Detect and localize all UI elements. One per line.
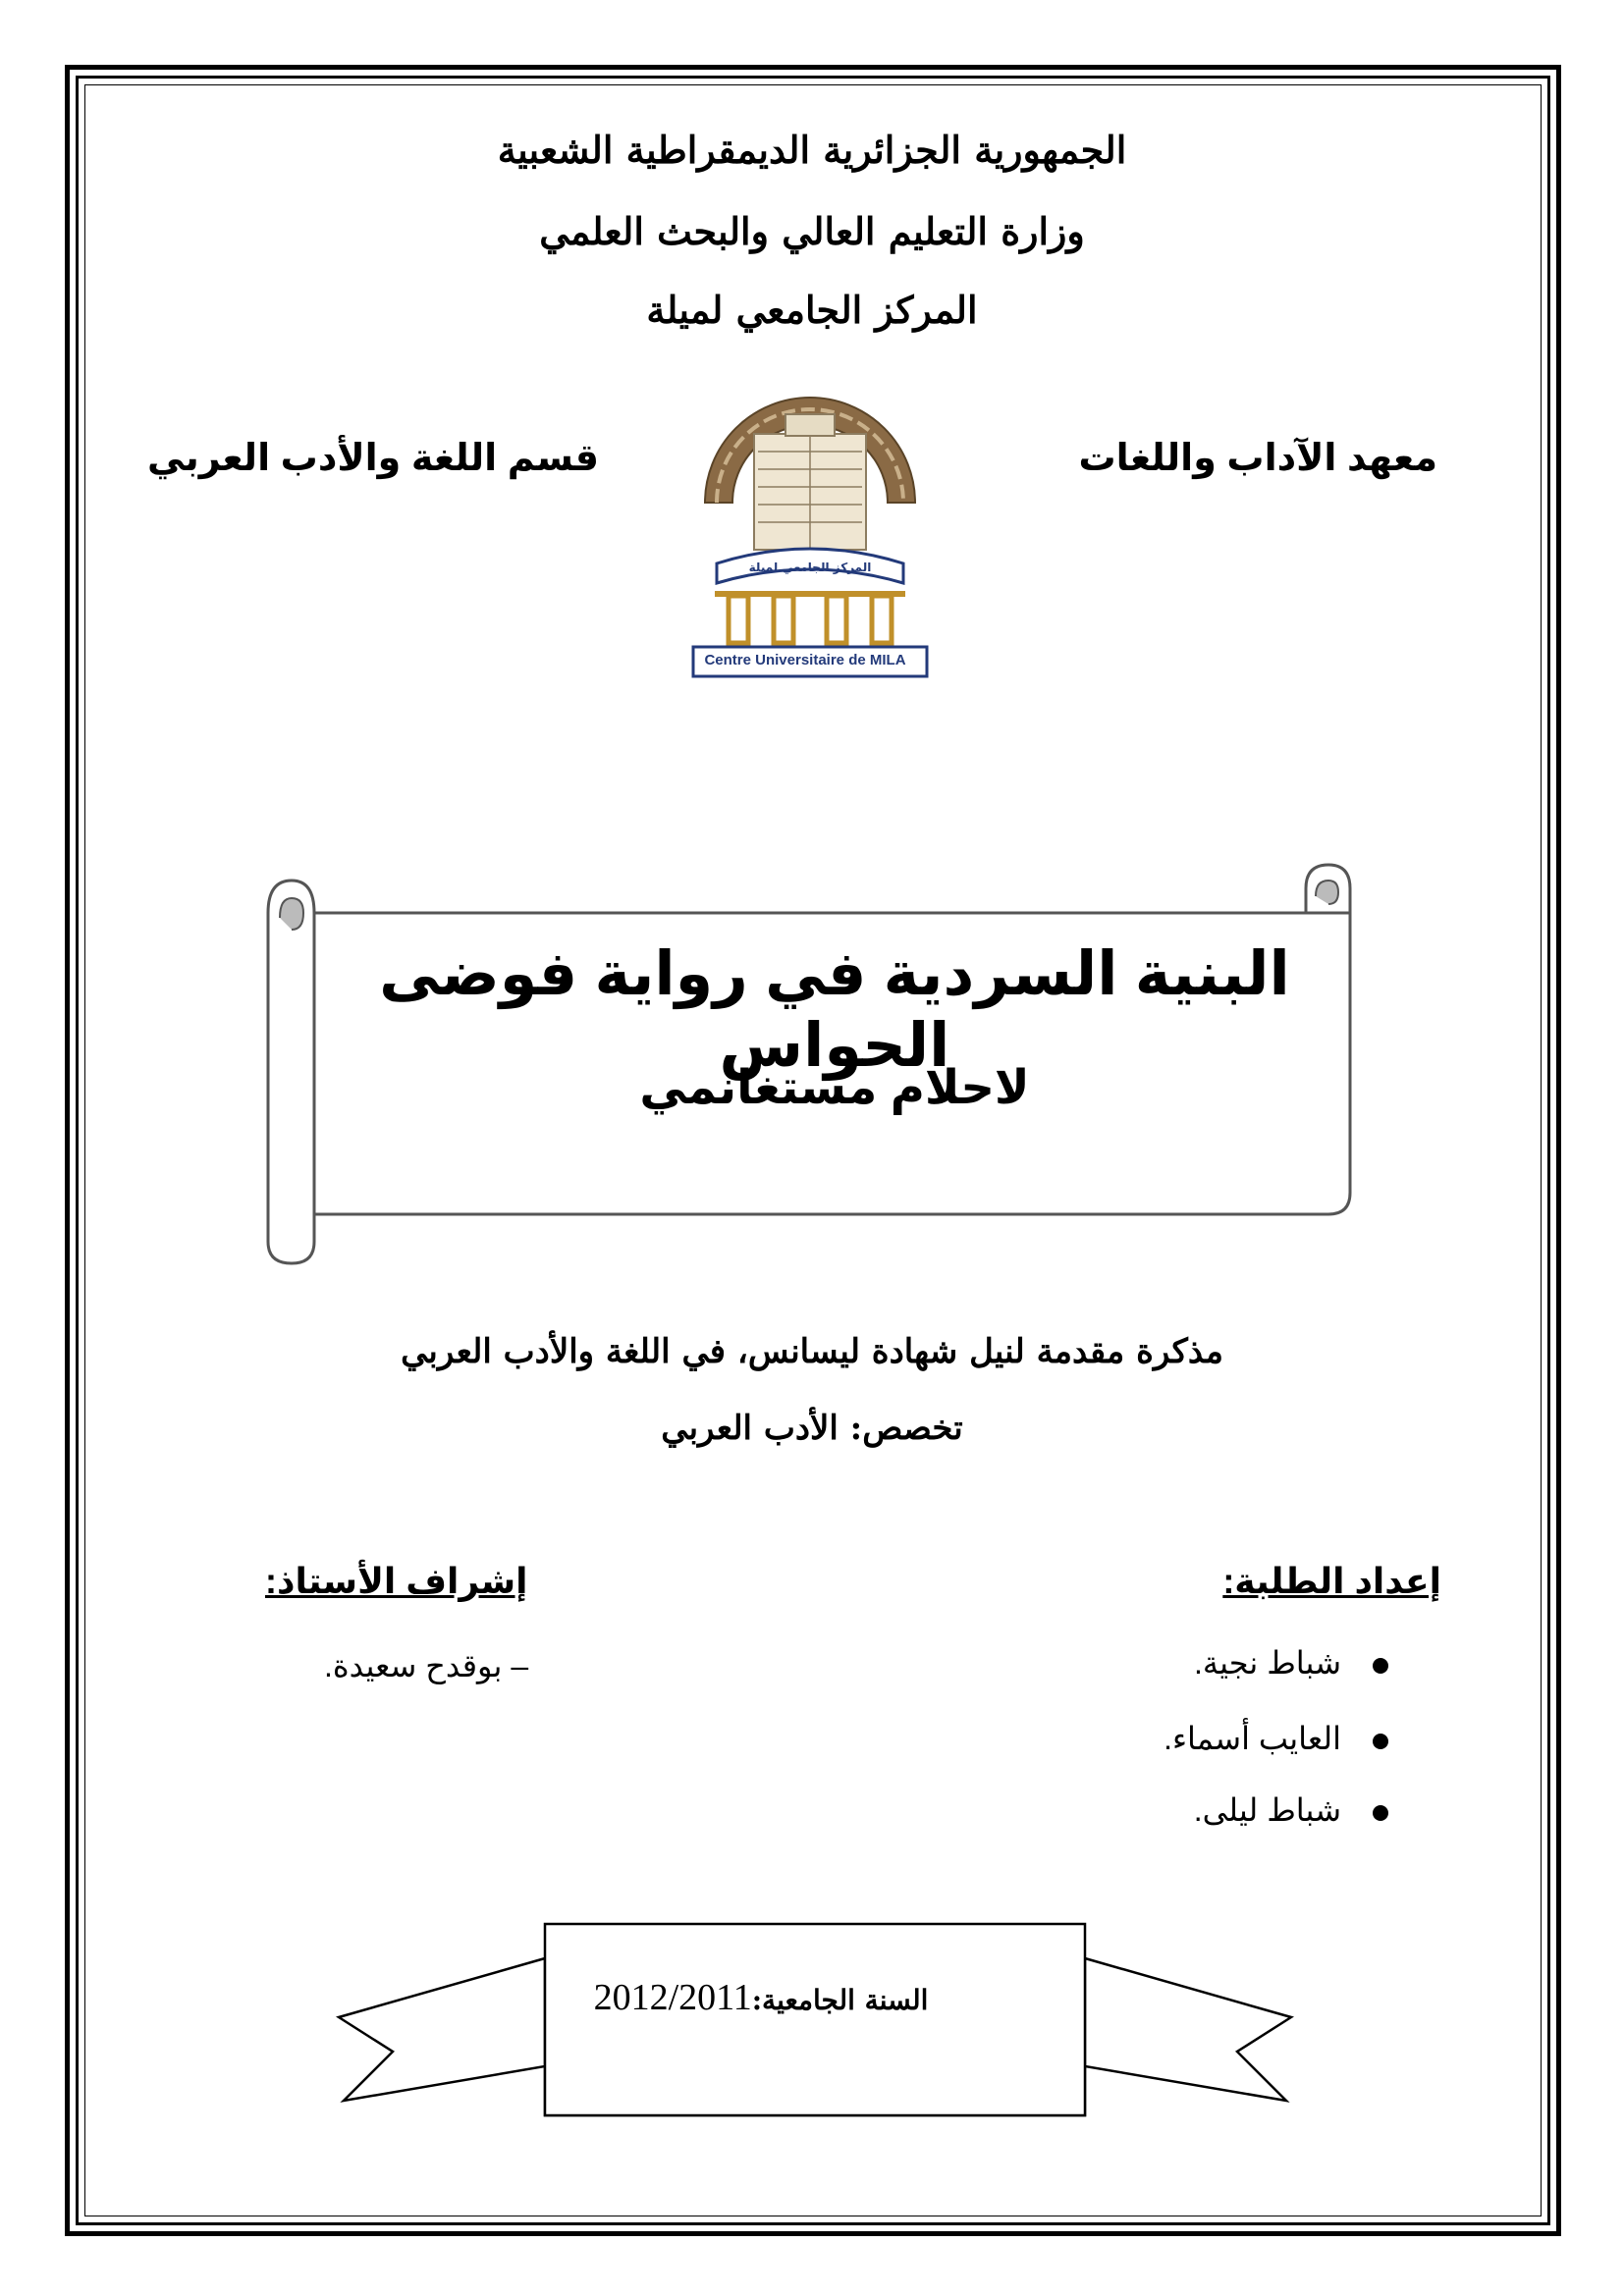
student-name: شباط ليلى. [1193,1792,1341,1828]
department-label: قسم اللغة والأدب العربي [147,438,600,479]
student-item [1194,1644,1388,1682]
degree-statement: مذكرة مقدمة لنيل شهادة ليسانس، في اللغة والأدب العربي [401,1332,1223,1371]
thesis-author: لاحلام مستغانمي [639,1062,1030,1114]
student-item [1164,1720,1388,1757]
logo-caption: Centre Universitaire de MILA [704,652,906,668]
student-item [1194,1791,1388,1829]
supervisor-heading: إشراف الأستاذ: [265,1561,528,1601]
bullet-icon [1373,1658,1388,1674]
institute-label: معهد الآداب واللغات [1078,438,1437,479]
logo-banner-text: المركز الجامعي لميلة [748,561,872,574]
thesis-title: البنية السردية في رواية فوضى الحواس [379,940,1290,1080]
republic-heading: الجمهورية الجزائرية الديمقراطية الشعبية [497,128,1127,172]
university-logo [687,355,933,679]
student-name: شباط نجية. [1194,1645,1341,1681]
academic-year-label: السنة الجامعية: [751,1984,929,2016]
bullet-icon [1373,1734,1388,1749]
bullet-icon [1373,1805,1388,1821]
student-name: العايب أسماء. [1164,1721,1341,1756]
ministry-heading: وزارة التعليم العالي والبحث العلمي [539,209,1085,253]
students-heading: إعداد الطلبة: [1222,1561,1441,1601]
year-ribbon [334,1919,1296,2125]
specialization: تخصص: الأدب العربي [661,1409,963,1448]
center-heading: المركز الجامعي لميلة [646,288,978,332]
supervisor-name: – بوقدح سعيدة. [324,1648,529,1683]
academic-year-value: 2012/2011 [593,1977,752,2018]
academic-year [555,1976,967,2019]
